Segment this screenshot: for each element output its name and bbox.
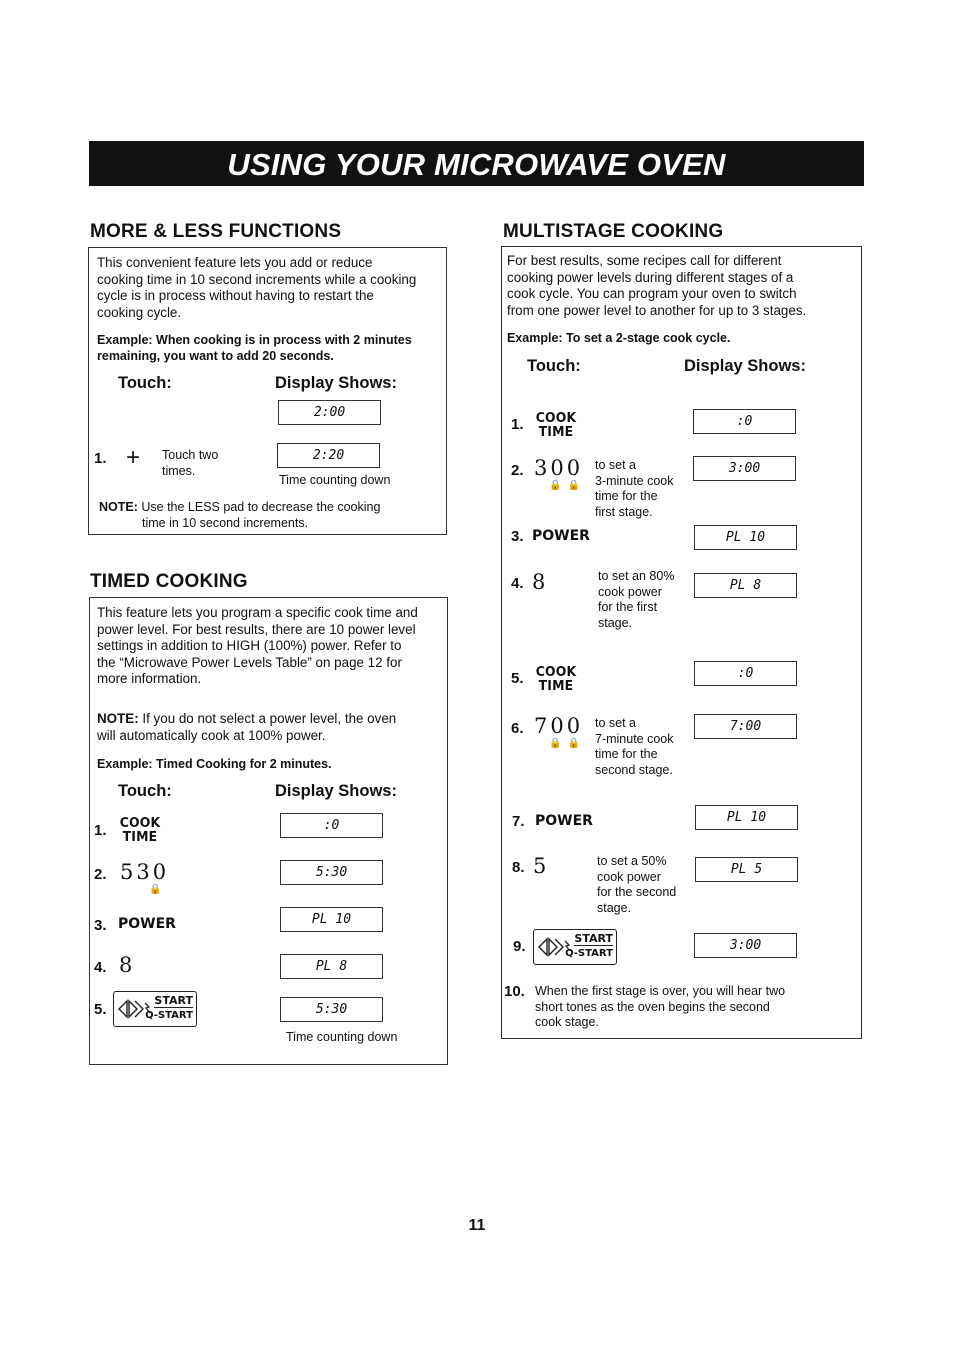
step-desc: to set a 50% cook power for the second stage.: [597, 854, 677, 915]
display-step: PL 8: [280, 954, 383, 979]
step-number: 6.: [511, 720, 524, 737]
number-pad-digits: 300: [534, 456, 584, 480]
multistage-heading: MULTISTAGE COOKING: [503, 221, 724, 242]
display-step: 7:00: [694, 714, 797, 739]
lock-icon: 🔒🔒: [549, 738, 586, 749]
step-number: 1.: [94, 450, 107, 467]
more-pad-icon: +: [126, 444, 141, 471]
number-pad-digits: 530: [120, 860, 170, 884]
step-number: 5.: [94, 1001, 107, 1018]
timed-note: NOTE: If you do not select a power level, the oven will automatically cook at 100% power.: [97, 711, 397, 743]
step-desc: to set a 3-minute cook time for the first stage.: [595, 458, 674, 519]
display-step: :0: [693, 409, 796, 434]
step-number: 7.: [512, 813, 525, 830]
timed-heading: TIMED COOKING: [90, 571, 248, 592]
lock-icon: 🔒🔒: [549, 480, 586, 491]
display-step: :0: [280, 813, 383, 838]
step-number: 2.: [94, 866, 107, 883]
cook-time-key: COOK TIME: [119, 815, 161, 845]
step-desc: When the first stage is over, you will hear two short tones as the oven begins the second cook stage.: [535, 984, 786, 1029]
cook-time-key: COOK TIME: [535, 664, 577, 694]
power-key: POWER: [118, 916, 176, 932]
display-initial: 2:00: [278, 400, 381, 425]
timed-intro: This feature lets you program a specific cook time and power level. For best results, there are 10 power level settings in addition to HIGH (100%) power. Refer to the “Microwave Power Levels Table” on page 12 for more information.: [97, 605, 418, 686]
touch-header: Touch:: [118, 782, 172, 800]
step-number: 4.: [94, 959, 107, 976]
step-number: 9.: [513, 938, 526, 955]
more-less-example: Example: When cooking is in process with 2 minutes remaining, you want to add 20 seconds.: [97, 333, 412, 363]
display-step: 5:30: [280, 860, 383, 885]
step-number: 8.: [512, 859, 525, 876]
multistage-intro: For best results, some recipes call for different cooking power levels during different stages of a cook cycle. You can program your oven to switch from one power level to another for up to 3 stages.: [507, 253, 807, 318]
step-number: 3.: [94, 917, 107, 934]
display-step: 3:00: [693, 456, 796, 481]
display-step: PL 10: [280, 907, 383, 932]
page-title: USING YOUR MICROWAVE OVEN: [227, 147, 726, 182]
touch-header: Touch:: [118, 374, 172, 392]
number-pad-digits: 8: [532, 570, 549, 594]
cook-time-key: COOK TIME: [535, 410, 577, 440]
page-number: 11: [468, 1217, 486, 1234]
more-less-intro: This convenient feature lets you add or reduce cooking time in 10 second increments while a cooking cycle is in process without having to restart the cooking cycle.: [97, 255, 417, 320]
display-step: PL 10: [695, 805, 798, 830]
lock-icon: 🔒: [149, 884, 168, 895]
display-step: PL 5: [695, 857, 798, 882]
more-less-note: NOTE: Use the LESS pad to decrease the cooking time in 10 second increments.: [99, 500, 381, 530]
power-key: POWER: [535, 813, 593, 829]
more-less-heading: MORE & LESS FUNCTIONS: [90, 221, 342, 242]
step-number: 2.: [511, 462, 524, 479]
display-step: 3:00: [694, 933, 797, 958]
step-desc: Touch two times.: [162, 448, 219, 478]
step-desc: to set a 7-minute cook time for the second stage.: [595, 716, 674, 777]
number-pad-digits: 8: [119, 953, 136, 977]
display-header: Display Shows:: [275, 374, 397, 392]
step-number: 10.: [504, 983, 525, 1000]
display-caption: Time counting down: [279, 473, 391, 487]
display-caption: Time counting down: [286, 1030, 398, 1044]
display-header: Display Shows:: [275, 782, 397, 800]
step-number: 5.: [511, 670, 524, 687]
step-number: 1.: [511, 416, 524, 433]
display-step1: 2:20: [277, 443, 380, 468]
start-qstart-button: START Q-START: [533, 929, 617, 965]
display-header: Display Shows:: [684, 357, 806, 375]
number-pad-digits: 700: [534, 714, 584, 738]
multistage-example: Example: To set a 2-stage cook cycle.: [507, 331, 731, 345]
power-key: POWER: [532, 528, 590, 544]
display-step: PL 10: [694, 525, 797, 550]
step-number: 3.: [511, 528, 524, 545]
step-number: 1.: [94, 822, 107, 839]
number-pad-digits: 5: [533, 854, 550, 878]
display-step: 5:30: [280, 997, 383, 1022]
touch-header: Touch:: [527, 357, 581, 375]
step-number: 4.: [511, 575, 524, 592]
display-step: :0: [694, 661, 797, 686]
timed-example: Example: Timed Cooking for 2 minutes.: [97, 757, 332, 771]
step-desc: to set an 80% cook power for the first stage.: [598, 569, 675, 630]
display-step: PL 8: [694, 573, 797, 598]
start-qstart-button: START Q-START: [113, 991, 197, 1027]
page-banner: [89, 141, 864, 186]
